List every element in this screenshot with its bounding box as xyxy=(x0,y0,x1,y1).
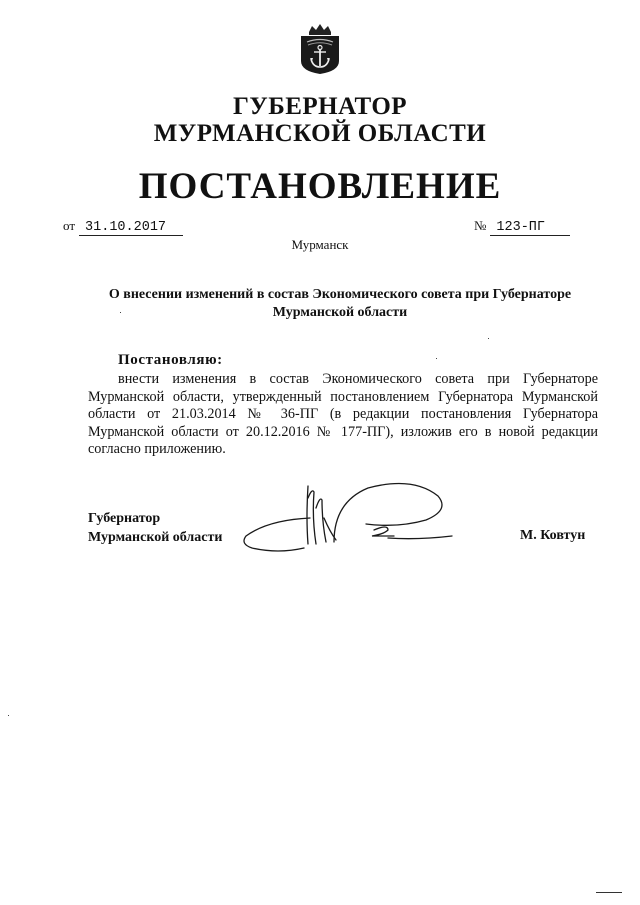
document-subject: О внесении изменений в состав Экономического совета при Губернаторе Мурманской области xyxy=(108,287,572,320)
document-city: Мурманск xyxy=(291,237,349,252)
authority-title-line2: МУРМАНСКОЙ ОБЛАСТИ xyxy=(153,120,487,147)
document-date: 31.10.2017 xyxy=(79,220,183,236)
document-number: 123-ПГ xyxy=(490,220,570,236)
scan-speck xyxy=(120,312,121,313)
date-prefix: от xyxy=(63,218,76,233)
scan-speck xyxy=(436,358,437,359)
document-type-heading: ПОСТАНОВЛЕНИЕ xyxy=(138,166,502,207)
scan-speck xyxy=(488,338,489,339)
authority-title-line1: ГУБЕРНАТОР xyxy=(232,93,408,120)
scan-corner-mark xyxy=(596,892,622,893)
number-prefix: № xyxy=(474,218,487,233)
decree-word: Постановляю: xyxy=(118,352,223,368)
signer-name: М. Ковтун xyxy=(520,528,586,543)
signer-title xyxy=(88,509,222,547)
coat-of-arms-icon xyxy=(299,23,341,75)
document-date-line xyxy=(63,218,183,236)
signer-title-line2: Мурманской области xyxy=(88,530,223,545)
handwritten-signature-icon xyxy=(238,478,458,566)
scan-speck xyxy=(8,715,9,716)
signer-title-line1: Губернатор xyxy=(88,511,161,526)
document-number-line xyxy=(474,218,570,236)
document-body: внести изменения в состав Экономического совета при Губернаторе Мурманской области, утвержденный постановлением Губернатора Мурманской области от 21.03.2014 № 36-ПГ (в редакции постановления Губернатора Мурманской области от 20.12.2016 № 177-ПГ), изложив его в новой редакции согласно приложению. xyxy=(88,371,598,457)
